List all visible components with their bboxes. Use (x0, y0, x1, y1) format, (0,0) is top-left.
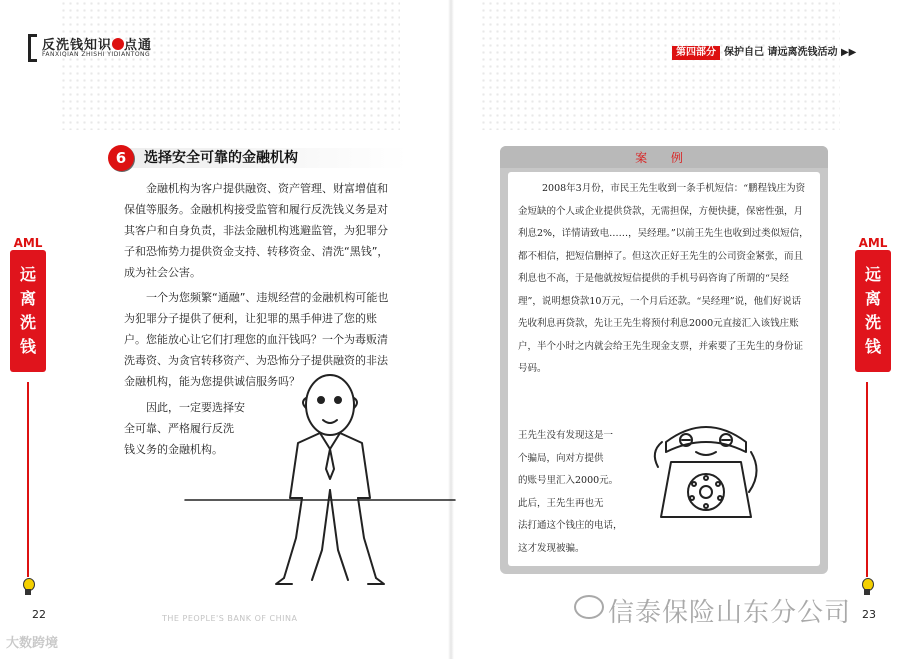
watermark-text: 大数跨境 (6, 636, 59, 651)
aml-badge: AML (858, 236, 888, 250)
case-line: 这才发现被骗。 (518, 542, 585, 554)
side-tab-box (10, 250, 46, 372)
part-title: 保护自己 请远离洗钱活动 ▶▶ (724, 47, 857, 58)
footer-bank-name: THE PEOPLE'S BANK OF CHINA (162, 614, 298, 623)
paragraph-line: 因此，一定要选择安 (146, 401, 245, 414)
paragraph-text: 一个为您频繁“通融”、违规经营的金融机构可能也为犯罪分子提供了便利，让犯罪的黑手伸进了您的账户。您能放心让它们打理您的血汗钱吗？一个为毒贩清洗毒资、为贪官转移资产、为恐怖分子提供融资的非法金融机构，能为您提供诚信服务吗？ (124, 291, 389, 388)
side-tab-box (855, 250, 891, 372)
brand-title-text: 反洗钱知识 (42, 38, 113, 53)
side-tab-char: 远 (864, 265, 881, 284)
section-heading (108, 145, 408, 173)
case-paragraph (518, 178, 810, 381)
section-number-badge: 6 (108, 145, 134, 171)
watermark-right (574, 592, 851, 629)
cartoon-man-illustration (180, 370, 460, 600)
side-tab-char: 洗 (864, 313, 881, 332)
part-label: 第四部分 (672, 46, 720, 60)
watermark-left (6, 632, 58, 651)
watermark-text: 信泰保险山东分公司 (608, 598, 852, 628)
lightbulb-icon (21, 578, 35, 596)
case-content (508, 172, 820, 566)
page-number-left: 22 (32, 608, 46, 621)
side-tab-right (855, 236, 891, 380)
brand-bracket-icon (28, 34, 37, 62)
case-line: 法打通这个钱庄的电话， (518, 520, 623, 531)
side-tab-char: 远 (19, 265, 36, 284)
case-ending (518, 425, 658, 560)
case-line: 的账号里汇入2000元。 (518, 475, 619, 486)
halftone-decoration-right (480, 0, 840, 130)
case-title: 案 例 (635, 151, 693, 165)
case-line: 王先生没有发现这是一 (518, 430, 614, 441)
side-tab-left (10, 236, 46, 380)
halftone-decoration-left (60, 0, 400, 130)
case-text: 2008年3月份，市民王先生收到一条手机短信：“鹏程钱庄为资金短缺的个人或企业提供贷款，无需担保，方便快捷，保密性强，月利息2%，详情请致电……，吴经理。”以前王先生也收到过类似短信，都不相信，把短信删掉了。但这次正好王先生的公司资金紧张，而且利息也不高，于是他就按短信提供的手机号码咨询了所谓的“吴经理”，说明想贷款10万元，一个月后还款。“吴经理”说，他们好说话先收利息再贷款，先让王先生将预付利息2000元直接汇入该钱庄账户，半个小时之内就会给王先生现金支票，并索要了王先生的身份证号码。 (518, 183, 809, 374)
brand-dot-icon (112, 38, 124, 50)
case-line: 此后，王先生再也无 (518, 497, 604, 509)
page-number-right: 23 (862, 608, 876, 621)
paragraph-line: 钱义务的金融机构。 (124, 443, 223, 456)
brand-logo (28, 34, 168, 62)
side-rule-right (866, 382, 868, 577)
brand-title-end: 点通 (124, 38, 153, 53)
brand-subtitle: FANXIQIAN ZHISHI YIDIANTONG (42, 51, 151, 58)
side-tab-char: 离 (864, 289, 881, 308)
side-tab-char: 洗 (19, 313, 36, 332)
paragraph-line: 全可靠、严格履行反洗 (124, 422, 234, 435)
paragraph-text: 金融机构为客户提供融资、资产管理、财富增值和保值等服务。金融机构接受监管和履行反洗钱义务是对其客户和自身负责，非法金融机构逃避监管，为犯罪分子和恐怖势力提供资金支持、转移资金、清洗“黑钱”，成为社会公害。 (124, 182, 389, 279)
side-tab-char: 钱 (864, 337, 881, 356)
body-paragraph-1 (124, 178, 396, 283)
side-tab-char: 钱 (19, 337, 36, 356)
section-title: 选择安全可靠的金融机构 (144, 150, 298, 166)
wechat-icon (574, 595, 604, 619)
part-header (672, 46, 872, 60)
side-rule-left (27, 382, 29, 577)
side-tab-char: 离 (19, 289, 36, 308)
aml-badge: AML (13, 236, 43, 250)
telephone-illustration (646, 412, 766, 532)
case-line: 个骗局，向对方提供 (518, 452, 604, 464)
case-study-box (500, 146, 828, 574)
lightbulb-icon (860, 578, 874, 596)
